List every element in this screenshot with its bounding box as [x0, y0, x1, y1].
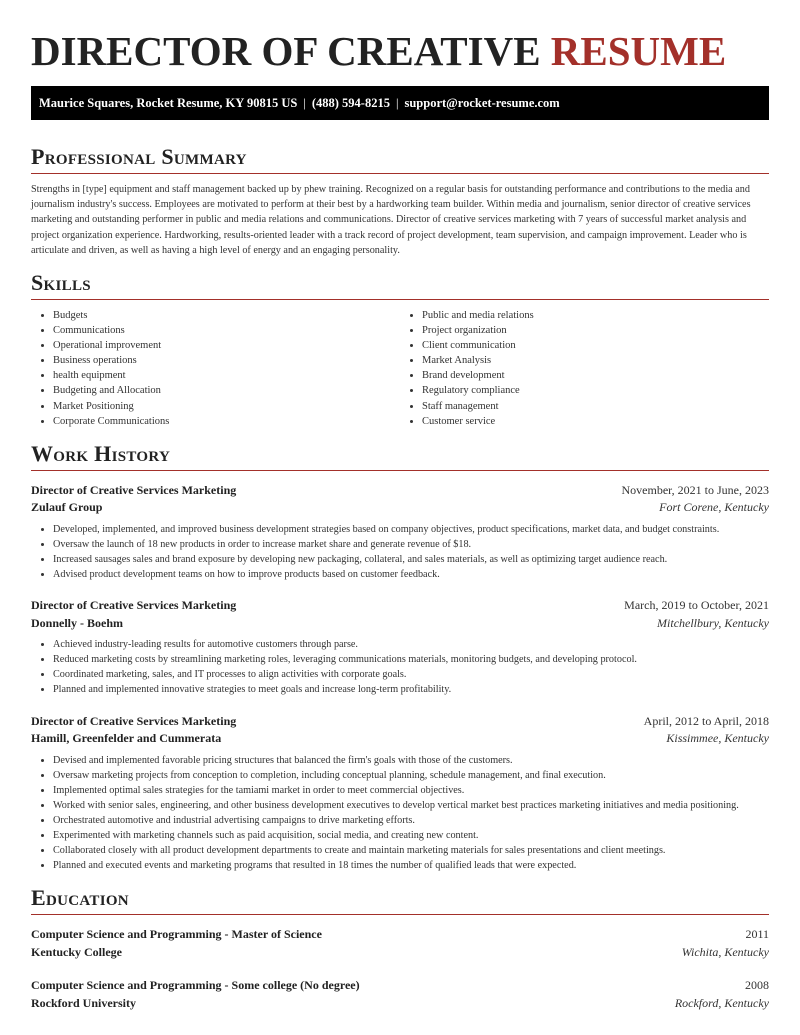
- job-header-row: [31, 482, 769, 500]
- contact-separator: |: [395, 96, 399, 110]
- education-school-row: [31, 944, 769, 962]
- job-entry: [31, 597, 769, 697]
- job-title: Director of Creative Services Marketing: [31, 713, 237, 728]
- skill-item: • Budgeting and Allocation: [53, 383, 400, 398]
- job-company: Donnelly - Boehm: [31, 615, 124, 630]
- education-school-row: [31, 995, 769, 1013]
- job-bullet: • Advised product development teams on how to improve products based on customer feedback.: [53, 567, 769, 582]
- job-entry: [31, 713, 769, 874]
- summary-section: [31, 144, 769, 258]
- contact-separator: |: [303, 96, 306, 110]
- skill-item: • Business operations: [53, 353, 400, 368]
- section-divider: [31, 299, 769, 300]
- skills-list-left: [31, 308, 400, 429]
- title-main: DIRECTOR OF CREATIVE: [31, 28, 541, 74]
- job-bullets: [31, 522, 769, 582]
- job-company: Hamill, Greenfelder and Cummerata: [31, 731, 222, 746]
- job-bullets: [31, 753, 769, 874]
- education-location: Wichita, Kentucky: [681, 944, 769, 959]
- job-header-row: [31, 713, 769, 731]
- job-bullets: [31, 637, 769, 697]
- skill-item: • Budgets: [53, 308, 400, 323]
- job-bullet: • Oversaw the launch of 18 new products in order to increase market share and generate revenue of $18.: [53, 537, 769, 552]
- education-degree-row: [31, 926, 769, 944]
- job-bullet: • Experimented with marketing channels such as paid acquisition, social media, and creating new content.: [53, 828, 769, 843]
- job-bullet: • Implemented optimal sales strategies for the tamiami market in order to meet commercial objectives.: [53, 783, 769, 798]
- skills-list-right: [400, 308, 769, 429]
- job-bullet: • Increased sausages sales and brand exposure by developing new packaging, collateral, and sales materials, as well as optimizing target audience reach.: [53, 552, 769, 567]
- education-entry: [31, 977, 769, 1012]
- education-year: 2011: [745, 927, 769, 942]
- job-location: Fort Corene, Kentucky: [659, 500, 769, 515]
- education-location: Rockford, Kentucky: [674, 995, 769, 1010]
- job-location: Mitchellbury, Kentucky: [657, 615, 769, 630]
- job-dates: March, 2019 to October, 2021: [624, 598, 769, 613]
- skill-item: • Regulatory compliance: [422, 383, 769, 398]
- job-dates: April, 2012 to April, 2018: [643, 713, 769, 728]
- skills-columns: [31, 308, 769, 429]
- skill-item: • health equipment: [53, 368, 400, 383]
- section-heading-education: Education: [31, 885, 129, 911]
- job-company-row: [31, 730, 769, 748]
- section-heading-skills: Skills: [31, 270, 91, 296]
- section-heading-work-history: Work History: [31, 440, 171, 466]
- skill-item: • Communications: [53, 323, 400, 338]
- skill-item: • Corporate Communications: [53, 414, 400, 429]
- education-degree-row: [31, 977, 769, 995]
- job-bullet: • Planned and executed events and marketing programs that resulted in 18 times the number of qualified leads that were expected.: [53, 858, 769, 873]
- skills-section: [31, 270, 769, 429]
- summary-text: Strengths in [type] equipment and staff management backed up by phew training. Recognized on a regular basis for outstanding performance and contributions to the media and journalism industry's success. Employees are motivated to perform at their best by a hardworking team builder. Within media and journalism, senior director of creative services marketing and outstanding performer in public and media relations and communications. Director of creative services marketing with 7 years of successful market analysis and project organization experience. Hardworking, results-oriented leader with a track record of project development, team supervision, and campaign improvement. Leader who is articulate and driven, as well as having a high level of energy and an engaging personality.: [31, 184, 751, 256]
- title-accent: RESUME: [550, 28, 727, 74]
- job-bullet: • Achieved industry-leading results for automotive customers through parse.: [53, 637, 769, 652]
- job-bullet: • Developed, implemented, and improved business development strategies based on company objectives, product specifications, market data, and budget constraints.: [53, 522, 769, 537]
- contact-address: Maurice Squares, Rocket Resume, KY 90815 US: [39, 96, 298, 110]
- job-bullet: • Coordinated marketing, sales, and IT processes to align activities with corporate goals.: [53, 667, 769, 682]
- skill-item: • Project organization: [422, 323, 769, 338]
- skill-item: • Public and media relations: [422, 308, 769, 323]
- job-bullet: • Devised and implemented favorable pricing structures that balanced the firm's goals with those of the customers.: [53, 753, 769, 768]
- job-entry: [31, 482, 769, 582]
- job-dates: November, 2021 to June, 2023: [621, 482, 769, 497]
- education-school: Kentucky College: [31, 944, 122, 959]
- education-degree: Computer Science and Programming - Some college (No degree): [31, 978, 360, 993]
- contact-email[interactable]: support@rocket-resume.com: [404, 96, 560, 110]
- education-degree: Computer Science and Programming - Master of Science: [31, 927, 322, 942]
- job-bullet: • Collaborated closely with all product development departments to create and maintain marketing materials for sales presentations and client meetings.: [53, 843, 769, 858]
- job-bullet: • Worked with senior sales, engineering, and other business development executives to develop vertical market best practices marketing initiatives and media positioning.: [53, 798, 769, 813]
- job-title: Director of Creative Services Marketing: [31, 482, 237, 497]
- contact-bar: [31, 86, 769, 120]
- skill-item: • Client communication: [422, 338, 769, 353]
- job-bullet: • Oversaw marketing projects from conception to completion, including conceptual planning, schedule management, and final execution.: [53, 768, 769, 783]
- job-company-row: [31, 499, 769, 517]
- section-divider: [31, 173, 769, 174]
- skill-item: • Market Analysis: [422, 353, 769, 368]
- education-section: [31, 885, 769, 1012]
- contact-phone[interactable]: (488) 594-8215: [311, 96, 390, 110]
- skill-item: • Operational improvement: [53, 338, 400, 353]
- section-divider: [31, 914, 769, 915]
- job-header-row: [31, 597, 769, 615]
- job-bullet: • Reduced marketing costs by streamlining marketing roles, leveraging communications materials, monitoring budgets, and developing protocol.: [53, 652, 769, 667]
- skill-item: • Brand development: [422, 368, 769, 383]
- job-company-row: [31, 615, 769, 633]
- skill-item: • Staff management: [422, 399, 769, 414]
- work-history-section: [31, 441, 769, 874]
- job-bullet: • Orchestrated automotive and industrial advertising campaigns to drive marketing efforts.: [53, 813, 769, 828]
- resume-title: [31, 0, 769, 75]
- job-bullet: • Planned and implemented innovative strategies to meet goals and increase long-term profitability.: [53, 682, 769, 697]
- job-location: Kissimmee, Kentucky: [666, 731, 769, 746]
- education-year: 2008: [745, 978, 769, 993]
- section-divider: [31, 470, 769, 471]
- skill-item: • Customer service: [422, 414, 769, 429]
- job-company: Zulauf Group: [31, 500, 103, 515]
- job-title: Director of Creative Services Marketing: [31, 598, 237, 613]
- section-heading-summary: Professional Summary: [31, 144, 247, 169]
- education-entry: [31, 926, 769, 961]
- education-school: Rockford University: [31, 995, 136, 1010]
- skill-item: • Market Positioning: [53, 399, 400, 414]
